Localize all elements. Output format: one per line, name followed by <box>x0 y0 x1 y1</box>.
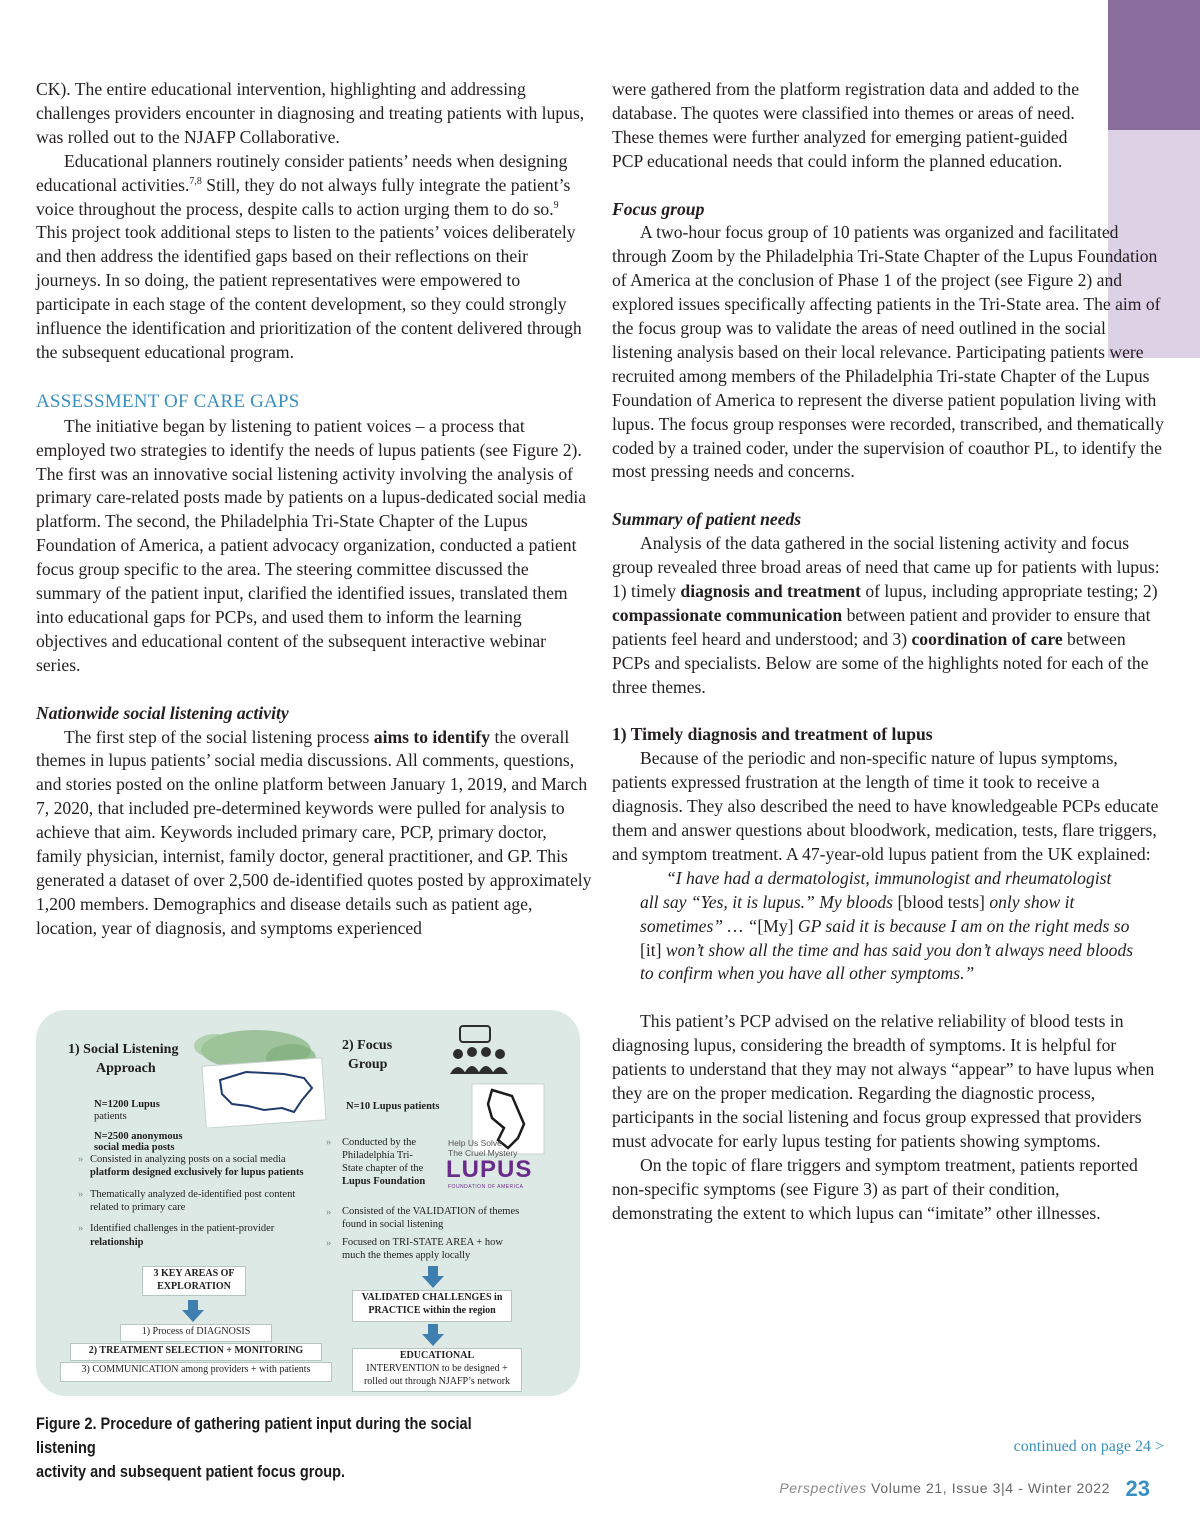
arrow-down-icon <box>422 1266 444 1288</box>
area-treatment-box: 2) TREATMENT SELECTION + MONITORING <box>70 1343 322 1361</box>
subheading: Nationwide social listening activity <box>36 702 289 723</box>
paragraph: Because of the periodic and non-specific nature of lupus symptoms, patients expressed frustration at the length of time it took to receive a diagnosis. They also described the need to have knowledgeable PCPs educate them and answer questions about bloodwork, medication, tests, flare triggers, and symptom treatment. A 47-year-old lupus patient from the UK explained: <box>612 748 1159 864</box>
paragraph: The initiative began by listening to patient voices – a process that employed two strategies to identify the needs of lupus patients (see Figure 2). The first was an innovative social listening activity involving the analysis of primary care-related posts made by patients on a lupus-dedicated social media platform. The second, the Philadelphia Tri-State Chapter of the Lupus Foundation of America, a patient advocacy organization, conducted a patient focus group specific to the area. The steering committee discussed the summary of the patient input, clarified the identified issues, translated them into educational gaps for PCPs, and used them to inform the learning objectives and educational content of the subsequent interactive webinar series. <box>36 415 587 675</box>
paragraph: Educational planners routinely consider patients’ needs when designing educational activities.$^{7,8}$ Still, they do not always fully integrate the patient’s voice throughout the process, despite calls to action urging them to do so.$^9$ This project took additional steps to listen to the patients’ voices deliberately and then address the identified gaps based on their reflections on their journeys. In so doing, the patient representatives were empowered to participate in each stage of the content development, so they could strongly influence the identification and prioritization of the content delivered through the subsequent educational program. <box>36 150 582 362</box>
educational-intervention-box: EDUCATIONAL INTERVENTION to be designed + rolled out through NJAFP’s network <box>352 1348 522 1392</box>
paragraph: Analysis of the data gathered in the social listening activity and focus group revealed three broad areas of need that came up for patients with lupus: 1) timely diagnosis and treatment of lupus, including appropriate testing; 2) compassionate communication between patient and provider to ensure that patients feel heard and understood; and 3) coordination of care between PCPs and specialists. Below are some of the highlights noted for each of the three themes. <box>612 533 1160 697</box>
area-communication-box: 3) COMMUNICATION among providers + with patients <box>60 1362 332 1382</box>
arrow-down-icon <box>422 1324 444 1346</box>
paragraph: CK). The entire educational intervention, highlighting and addressing challenges providers encounter in diagnosing and treating patients with lupus, was rolled out to the NJAFP Collaborative. <box>36 79 585 147</box>
subheading: Summary of patient needs <box>612 509 802 530</box>
paragraph: were gathered from the platform registration data and added to the database. The quotes were classified into themes or areas of need. These themes were further analyzed for emerging patient-guided PCP educational needs that could inform the planned education. <box>612 79 1080 171</box>
people-group-icon <box>446 1024 516 1078</box>
block-quote: “I have had a dermatologist, immunologist and rheumatologist all say “Yes, it is lupus.” My bloods [blood tests] only show it sometimes” … “[My] GP said it is because I am on the right meds so [it] won’t show all the time and has said you don’t always need bloods to confirm when you have all other symptoms.” <box>640 867 1134 984</box>
paragraph: A two-hour focus group of 10 patients was organized and facilitated through Zoom by the Philadelphia Tri-State Chapter of the Lupus Foundation of America at the conclusion of Phase 1 of the project (see Figure 2) and explored issues specifically affecting patients in the Tri-State area. The aim of the focus group was to validate the areas of need outlined in the social listening analysis based on their local relevance. Participating patients were recruited among members of the Philadelphia Tri-state Chapter of the Lupus Foundation of America to represent the diverse patient population living with lupus. The focus group responses were recorded, transcribed, and thematically coded by a trained coder, under the supervision of coauthor PL, to identify the most pressing needs and concerns. <box>612 222 1164 482</box>
continued-link[interactable]: continued on page 24 > <box>1013 1438 1164 1455</box>
right-column <box>612 78 1164 1225</box>
page-number: 23 <box>1125 1476 1150 1501</box>
numbered-heading: 1) Timely diagnosis and treatment of lupus <box>612 724 933 745</box>
page-footer: Perspectives Volume 21, Issue 3|4 - Winter 2022 <box>779 1480 1110 1496</box>
subheading: Focus group <box>612 198 705 219</box>
paragraph: This patient’s PCP advised on the relative reliability of blood tests in diagnosing lupus, considering the breadth of symptoms. It is helpful for patients to understand that they may not always “appear” to have lupus when they are on the proper medication. Regarding the diagnostic process, participants in the social listening and focus group expressed that providers must advocate for early lupus testing for patients showing symptoms. <box>612 1011 1155 1151</box>
arrow-down-icon <box>182 1300 204 1322</box>
area-diagnosis-box: 1) Process of DIAGNOSIS <box>120 1324 272 1342</box>
paragraph: On the topic of flare triggers and symptom treatment, patients reported non-specific symptoms (see Figure 3) as part of their condition, demonstrating the extent to which lupus can “imitate” other illnesses. <box>612 1154 1138 1223</box>
validated-challenges-box: VALIDATED CHALLENGES in PRACTICE within the region <box>352 1290 512 1322</box>
reference: 7,8 <box>189 175 202 187</box>
figure-caption: Figure 2. Procedure of gathering patient input during the social listening activity and subsequent patient focus group. <box>36 1415 472 1481</box>
left-column <box>36 78 592 941</box>
reference: 9 <box>553 199 559 211</box>
key-areas-box: 3 KEY AREAS OF EXPLORATION <box>142 1266 246 1296</box>
figure-2: 1) Social Listening Approach N=1200 Lupus patients N=2500 anonymous social media posts » Consisted in analyzing posts on a social media platform designed exclusively for lupus patients » Thematically analyzed de-identified post content related to primary care » Identified challenges in the patient-provider relationship 3 KEY AREAS OF EXPLORATION 1) Process of DIAGNOSIS 2) TREATMENT SELECTION + MONITORING 3) COMMUNICATION among providers + with patients 2) Focus Group N=10 Lupus patients » Conducted by the Philadelphia Tri- State chapter of the Lupus Foundation Help Us Solve The Cruel Mystery LUPUS FOUNDATION OF AMERICA » Consisted of the VALIDATION of themes found in social listening » Focused on TRI-STATE AREA + how much the themes apply locally VALIDATED CHALLENGES in PRACTICE within the region EDUCATIONAL INTERVENTION to be designed + rolled out through NJAFP’s network <box>36 1010 580 1396</box>
us-map-icon <box>186 1028 346 1128</box>
paragraph: The first step of the social listening process aims to identify the overall themes in lupus patients’ social media discussions. All comments, questions, and stories posted on the online platform between January 1, 2019, and March 7, 2020, that included pre-determined keywords were pulled for analysis to achieve that aim. Keywords included primary care, PCP, primary doctor, family physician, internist, family doctor, general practitioner, and GP. This generated a dataset of over 2,500 de-identified quotes posted by approximately 1,200 members. Demographics and disease details such as patient age, location, year of diagnosis, and symptoms experienced <box>36 726 592 938</box>
section-title: ASSESSMENT OF CARE GAPS <box>36 390 300 412</box>
